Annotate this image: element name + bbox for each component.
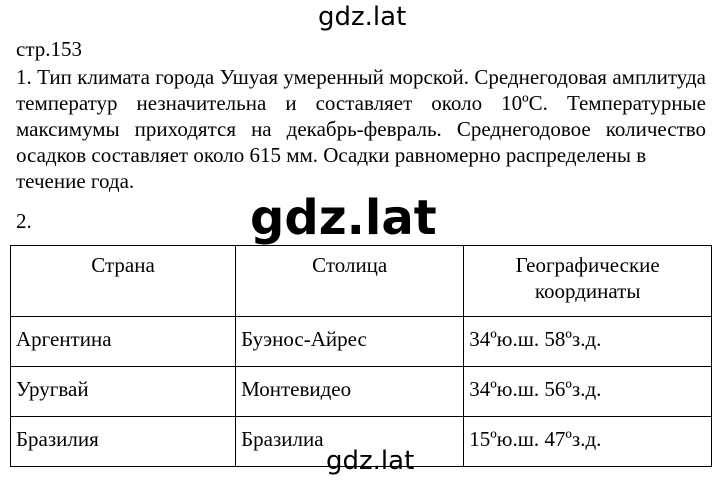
task-2-number: 2. (16, 209, 32, 233)
cell-country: Бразилия (11, 417, 236, 467)
cell-coordinates: 15ºю.ш. 47ºз.д. (464, 417, 712, 467)
task-1-line: 1. Тип климата города Ушуая умеренный морской. Среднегодовая амплитуда (16, 65, 706, 89)
task-1-line: течение года. (16, 169, 135, 193)
cell-capital: Буэнос-Айрес (236, 317, 464, 367)
cell-country: Уругвай (11, 367, 236, 417)
cell-coordinates: 34ºю.ш. 58ºз.д. (464, 317, 712, 367)
cell-country: Аргентина (11, 317, 236, 367)
table-row (11, 317, 712, 367)
cell-capital: Бразилиа (236, 417, 464, 467)
header-capital: Столица (236, 246, 464, 317)
page-reference: стр.153 (16, 37, 83, 61)
watermark-middle: gdz.lat (250, 190, 437, 246)
task-1-line: осадков составляет около 615 мм. Осадки равномерно распределены в (16, 143, 647, 167)
table-header-row (11, 246, 712, 317)
watermark-bottom: gdz.lat (326, 446, 415, 476)
task-1-line: максимумы приходятся на декабрь-февраль. Среднегодовое количество (16, 117, 706, 141)
countries-table (10, 245, 712, 467)
header-country: Страна (11, 246, 236, 317)
watermark-top: gdz.lat (318, 2, 407, 32)
cell-coordinates: 34ºю.ш. 56ºз.д. (464, 367, 712, 417)
header-coordinates: Географические координаты (464, 246, 712, 317)
task-1-paragraph (16, 64, 706, 194)
table-row (11, 367, 712, 417)
cell-capital: Монтевидео (236, 367, 464, 417)
task-1-line: температур незначительна и составляет около 10ºС. Температурные (16, 91, 706, 115)
